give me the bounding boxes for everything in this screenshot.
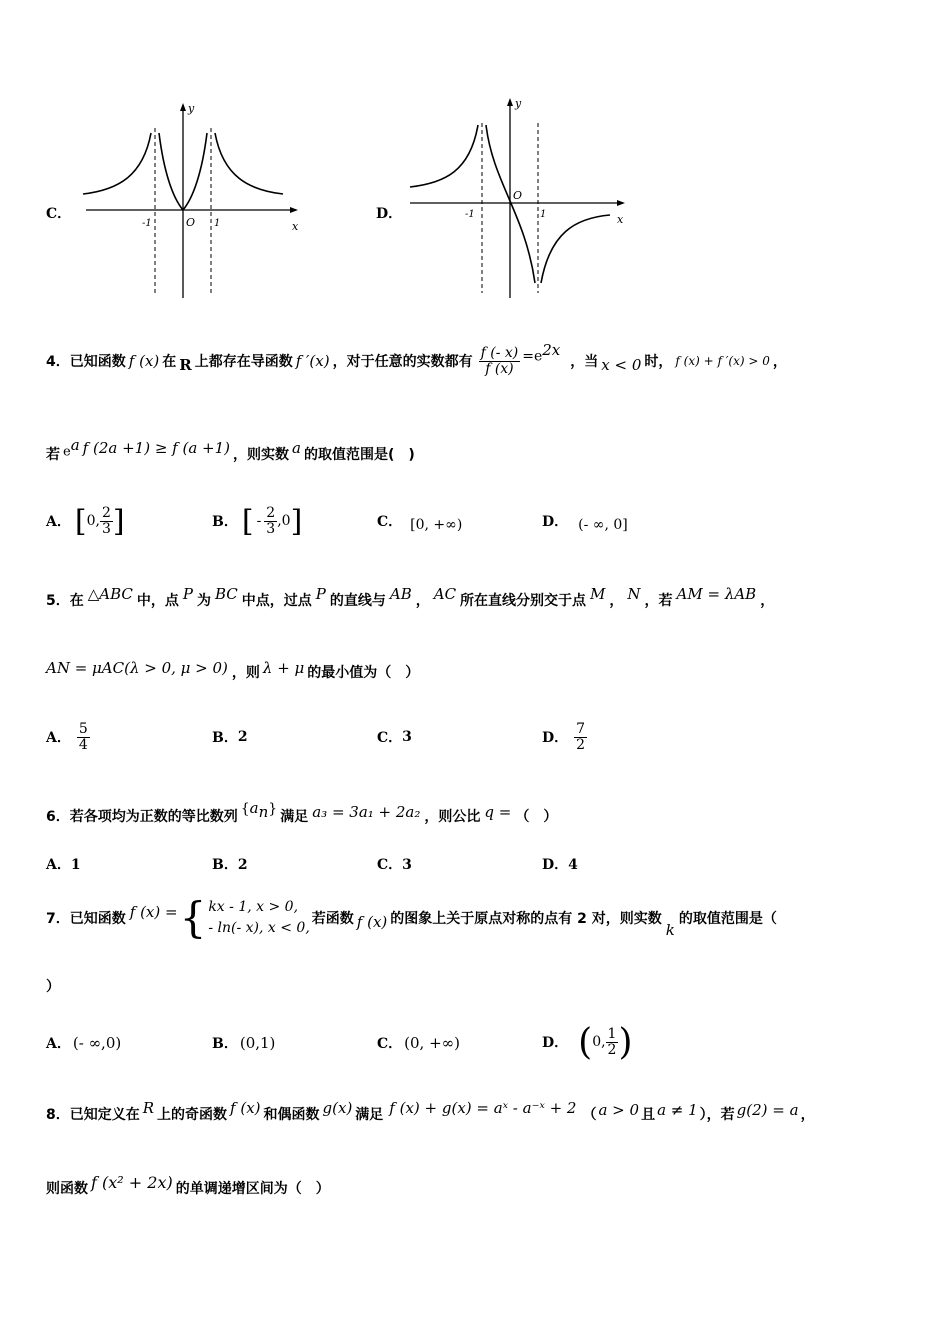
q7-number: 7．	[46, 911, 70, 927]
option-value: ,0	[277, 513, 291, 529]
q5-AB: AB	[389, 585, 412, 603]
option-value: 0,	[592, 1034, 606, 1050]
q4-exp-eq	[522, 341, 560, 365]
q4-option-b	[212, 496, 302, 546]
q4-cond: x < 0	[601, 356, 642, 374]
option-value: -	[256, 513, 262, 529]
option-label: C．	[377, 730, 403, 746]
q8-c1: a > 0	[598, 1101, 640, 1119]
frac-num: 7	[576, 720, 586, 737]
q4-text: 已知函数	[69, 354, 126, 370]
q4-text: ，当	[570, 354, 599, 370]
option-label: C．	[377, 857, 403, 873]
q5-text: 在	[69, 593, 84, 609]
q8-text: 且	[641, 1107, 656, 1123]
q6-option-d	[542, 854, 578, 874]
q4-e-base: e	[63, 444, 71, 460]
q6-seq-a: a	[249, 799, 259, 818]
q4-exp: 2x	[542, 341, 561, 360]
q8-text: 满足	[355, 1107, 384, 1123]
q7-text: 已知函数	[69, 911, 126, 927]
q5-sum: λ + μ	[262, 659, 305, 677]
q7-option-b	[212, 1018, 275, 1068]
graph-c	[78, 98, 303, 303]
q4-frac-den: f (x)	[485, 360, 514, 377]
origin-label: O	[186, 216, 196, 229]
option-label: B．	[212, 1036, 238, 1052]
frac-den: 3	[101, 520, 111, 537]
bracket: [	[74, 503, 87, 539]
q8-gx: g(x)	[322, 1099, 353, 1117]
frac-num: 5	[78, 720, 88, 737]
q5-triangle: △ABC	[87, 585, 133, 603]
q5-option-b	[212, 712, 248, 762]
q5-text: 中点，过点	[241, 593, 312, 609]
q4-e	[63, 436, 80, 459]
option-d-label: D．	[376, 206, 403, 222]
q5-eq2: AN = μAC(λ > 0, μ > 0)	[46, 659, 228, 677]
q7-line1	[46, 886, 777, 950]
q4-text: 时，	[644, 354, 673, 370]
frac-den: 4	[78, 736, 88, 753]
q7-option-c	[377, 1018, 460, 1068]
graph-d	[405, 93, 630, 303]
neg1-label: -1	[142, 218, 152, 229]
q6-q: q =	[484, 803, 512, 821]
bracket: ]	[112, 503, 125, 539]
q5-number: 5．	[46, 593, 70, 609]
q7-case1: kx - 1, x > 0,	[208, 899, 299, 915]
option-label: D．	[542, 1035, 569, 1051]
q4-fx: f (x)	[128, 352, 160, 370]
q8-text: ），若	[699, 1107, 735, 1123]
paren: (	[578, 1021, 593, 1063]
pos1-label: 1	[214, 218, 221, 229]
option-value: 3	[402, 857, 412, 873]
q5-N: N	[627, 585, 641, 603]
neg1-label: -1	[465, 209, 475, 220]
x-label: x	[292, 220, 299, 233]
q8-text: 和偶函数	[263, 1107, 320, 1123]
q6-text: （ ）	[515, 809, 558, 825]
q7-text: 若函数	[311, 911, 354, 927]
option-value: 3	[402, 729, 412, 745]
q4-option-d	[542, 496, 628, 546]
q7-option-a	[46, 1018, 121, 1068]
frac-num: 2	[101, 504, 111, 521]
option-fraction	[100, 506, 113, 536]
option-label: D．	[542, 857, 569, 873]
q5-text: 所在直线分别交于点	[460, 593, 587, 609]
q5-text: ，则	[231, 665, 260, 681]
q5-text: 为	[197, 593, 211, 609]
option-fraction	[77, 722, 90, 752]
q5-option-d	[542, 712, 587, 762]
q6-text: 若各项均为正数的等比数列	[69, 809, 238, 825]
frac-num: 1	[607, 1025, 617, 1042]
q4-text: 的取值范围是( )	[303, 447, 415, 463]
option-fraction	[606, 1027, 619, 1057]
q4-text: 在	[162, 354, 177, 370]
q7-brace: {	[179, 893, 207, 942]
q4-text: 若	[46, 447, 60, 463]
q5-line1	[46, 582, 774, 618]
q4-a: a	[292, 439, 301, 457]
frac-den: 3	[266, 520, 276, 537]
q7-option-d	[542, 1012, 633, 1072]
option-label: B．	[212, 857, 238, 873]
y-label: y	[188, 102, 195, 115]
option-value: 2	[237, 729, 248, 745]
x-axis-arrow	[617, 200, 625, 206]
q7-text: 的取值范围是（	[678, 911, 777, 927]
q7-line2: ）	[46, 979, 60, 995]
q4-line2	[46, 434, 415, 474]
q6-text: ，则公比	[424, 809, 481, 825]
bracket: ]	[290, 503, 303, 539]
q8-text: 已知定义在	[69, 1107, 140, 1123]
q6-option-c	[377, 854, 412, 874]
q5-option-a	[46, 712, 90, 762]
q8-R: R	[142, 1099, 155, 1117]
q5-option-c	[377, 712, 412, 762]
q7-fx2: f (x)	[356, 913, 388, 931]
option-value: (0,1)	[239, 1034, 276, 1052]
q8-f2: f (x² + 2x)	[91, 1172, 173, 1192]
option-value: (0, +∞)	[404, 1034, 461, 1052]
frac-num: 2	[266, 504, 276, 521]
q8-text: （	[582, 1107, 597, 1123]
q8-c2: a ≠ 1	[657, 1101, 698, 1119]
paren: )	[618, 1021, 633, 1063]
q6-eq: a₃ = 3a₁ + 2a₂	[312, 803, 421, 821]
q7-cases	[208, 897, 309, 939]
y-axis-arrow	[507, 98, 513, 106]
q5-text: 的最小值为（ ）	[307, 665, 420, 681]
option-label: B．	[212, 730, 238, 746]
q6-line1	[46, 798, 557, 834]
q5-P: P	[182, 585, 193, 603]
q5-text: 的直线与	[329, 593, 386, 609]
q4-frac-num: f (- x)	[480, 344, 519, 361]
q8-number: 8．	[46, 1107, 70, 1123]
origin-label: O	[513, 189, 523, 202]
option-value: (- ∞,0)	[72, 1034, 122, 1052]
option-value: 1	[70, 857, 81, 873]
q8-text: ，	[800, 1107, 815, 1123]
option-label: A．	[46, 514, 71, 530]
q7-fx: f (x) =	[129, 903, 178, 921]
bracket: [	[241, 503, 254, 539]
q4-eq: =e	[522, 348, 543, 365]
q6-option-b	[212, 854, 248, 874]
pos1-label: 1	[540, 209, 547, 220]
option-value: 4	[568, 857, 578, 873]
q4-option-a	[46, 496, 125, 546]
q8-text: 则函数	[46, 1181, 88, 1197]
q5-AC: AC	[433, 585, 457, 603]
q6-option-a	[46, 854, 81, 874]
q7-case2: - ln(- x), x < 0,	[208, 920, 310, 936]
option-fraction	[574, 722, 587, 752]
q5-text: ，	[415, 593, 430, 609]
q5-BC: BC	[215, 585, 238, 603]
q4-R: R	[179, 356, 192, 374]
option-fraction	[264, 506, 277, 536]
q5-text: 中，点	[136, 593, 179, 609]
option-label: D．	[542, 730, 569, 746]
option-label: C．	[377, 1036, 403, 1052]
option-label: D．	[542, 514, 569, 530]
q8-text: 的单调递增区间为（ ）	[175, 1181, 330, 1197]
q4-ineq: f (x) + f ′(x) > 0	[675, 354, 770, 368]
q5-P: P	[315, 585, 326, 603]
q5-text: ，若	[644, 593, 673, 609]
q7-text: 的图象上关于原点对称的点有 2 对，则实数	[390, 911, 662, 927]
q4-e-exp: a	[70, 436, 80, 455]
q8-line2	[46, 1168, 330, 1208]
y-label: y	[515, 97, 522, 110]
q4-line1	[46, 336, 787, 386]
q4-fpx: f ′(x)	[295, 352, 330, 370]
q6-seq-sub: n	[258, 802, 269, 821]
q5-line2	[46, 654, 419, 690]
option-value: 0,	[86, 513, 100, 529]
x-axis-arrow	[290, 207, 298, 213]
q8-line1	[46, 1096, 815, 1132]
q6-number: 6．	[46, 809, 70, 825]
q4-text: 上都存在导函数	[194, 354, 293, 370]
q4-number: 4．	[46, 354, 70, 370]
option-c-label: C．	[46, 206, 72, 222]
option-label: B．	[212, 514, 238, 530]
option-value: 2	[237, 857, 248, 873]
option-label: C．	[377, 514, 403, 530]
frac-den: 2	[607, 1041, 617, 1058]
q8-text: 上的奇函数	[157, 1107, 228, 1123]
q8-g2: g(2) = a	[736, 1101, 799, 1119]
q8-fx: f (x)	[230, 1099, 261, 1117]
option-value: [0, +∞)	[410, 517, 463, 533]
q8-eq: f (x) + g(x) = aˣ - a⁻ˣ + 2	[389, 1099, 577, 1117]
q5-text: ，	[760, 593, 775, 609]
q4-text: ，则实数	[233, 447, 289, 463]
q6-seq: $\{a_n\}$	[240, 799, 278, 821]
q5-text: ，	[609, 593, 624, 609]
q4-text: ，	[772, 354, 787, 370]
q6-text: 满足	[280, 809, 309, 825]
option-label: A．	[46, 1036, 71, 1052]
q4-text: ，对于任意的实数都有	[332, 354, 473, 370]
q5-eq1: AM = λAB	[676, 585, 757, 603]
q7-k: k	[665, 921, 675, 939]
q4-fraction	[479, 346, 521, 376]
x-label: x	[617, 213, 624, 226]
q5-M: M	[590, 585, 606, 603]
frac-den: 2	[576, 736, 586, 753]
y-axis-arrow	[180, 103, 186, 111]
option-label: A．	[46, 857, 71, 873]
option-value: (- ∞, 0]	[578, 517, 628, 533]
q4-ineq2: f (2a +1) ≥ f (a +1)	[82, 439, 230, 457]
q4-option-c	[377, 496, 462, 546]
option-label: A．	[46, 730, 71, 746]
